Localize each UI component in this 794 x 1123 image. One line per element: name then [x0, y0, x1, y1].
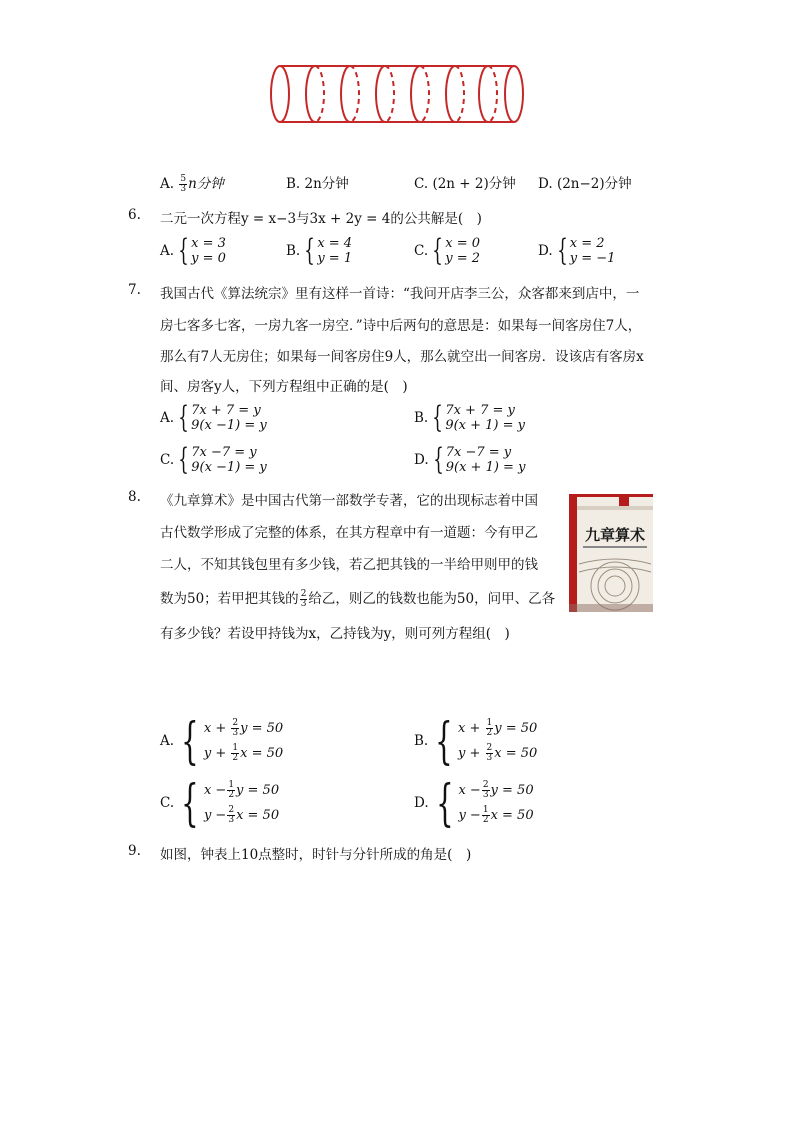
- q7-text-line: 间、房客y人，下列方程组中正确的是( ): [160, 379, 408, 395]
- q8-text-line: 数为50；若甲把其钱的 $\frac{2}{3}$ 给乙，则乙的钱数也能为50，问甲、乙各: [160, 589, 556, 609]
- q7-text-line: 那么有7人无房住；如果每一间客房住9人，那么就空出一间客房．设该店有客房x: [160, 349, 644, 365]
- q8-option-c[interactable]: C. { x − $\frac{1}{2}$ y = 50 y − $\frac{2}{3}$ x = 50: [160, 774, 280, 832]
- book-cover-image: [569, 494, 653, 612]
- book-title: 九章算术: [584, 526, 646, 544]
- q8-text-line: 《九章算术》是中国古代第一部数学专著，它的出现标志着中国: [160, 493, 538, 509]
- q6-option-c[interactable]: C. { x = 0 y = 2: [414, 233, 481, 268]
- q6-text: 二元一次方程y = x−3与3x + 2y = 4的公共解是( ): [160, 211, 482, 227]
- fraction: $\frac{2}{3}$: [300, 589, 307, 609]
- q7-option-d[interactable]: D. { 7x −7 = y 9(x + 1) = y: [414, 442, 526, 477]
- q6-option-a[interactable]: A. { x = 3 y = 0: [160, 233, 226, 268]
- q7-text-line: 房七客多七客，一房九客一房空．”诗中后两句的意思是：如果每一间客房住7人，: [160, 318, 642, 334]
- question-number: 6.: [128, 207, 141, 223]
- question-number: 7.: [128, 282, 141, 298]
- q8-text-line: 有多少钱？若设甲持钱为x，乙持钱为y，则可列方程组( ): [160, 626, 510, 642]
- q7-option-b[interactable]: B. { 7x + 7 = y 9(x + 1) = y: [414, 400, 525, 435]
- q8-option-b[interactable]: B. { x + $\frac{1}{2}$ y = 50 y + $\frac{2}{3}$ x = 50: [414, 712, 538, 770]
- q5-option-c[interactable]: C. (2n + 2)分钟: [414, 176, 516, 192]
- q7-option-a[interactable]: A. { 7x + 7 = y 9(x −1) = y: [160, 400, 267, 435]
- q8-text-line: 古代数学形成了完整的体系，在其方程章中有一道题：今有甲乙: [160, 525, 538, 541]
- question-number: 8.: [128, 489, 141, 505]
- q8-option-d[interactable]: D. { x − $\frac{2}{3}$ y = 50 y − $\frac{1}{2}$ x = 50: [414, 774, 534, 832]
- q5-option-a[interactable]: A. $\frac{5}{3}$ n分钟: [160, 174, 224, 194]
- cylinder-figure: [268, 60, 530, 128]
- q6-option-d[interactable]: D. { x = 2 y = −1: [538, 233, 616, 268]
- q7-option-c[interactable]: C. { 7x −7 = y 9(x −1) = y: [160, 442, 267, 477]
- q7-text-line: 我国古代《算法统宗》里有这样一首诗：“我问开店李三公，众客都来到店中，一: [160, 286, 640, 302]
- q8-option-a[interactable]: A. { x + $\frac{2}{3}$ y = 50 y + $\frac{1}{2}$ x = 50: [160, 712, 284, 770]
- q5-option-d[interactable]: D. (2n−2)分钟: [538, 176, 632, 192]
- q6-option-b[interactable]: B. { x = 4 y = 1: [286, 233, 353, 268]
- q9-text: 如图，钟表上10点整时，时针与分针所成的角是( ): [160, 847, 472, 863]
- q8-text-line: 二人，不知其钱包里有多少钱，若乙把其钱的一半给甲则甲的钱: [160, 557, 538, 573]
- question-number: 9.: [128, 843, 141, 859]
- fraction: $\frac{5}{3}$: [180, 174, 187, 194]
- q5-option-b[interactable]: B. 2n分钟: [286, 176, 349, 192]
